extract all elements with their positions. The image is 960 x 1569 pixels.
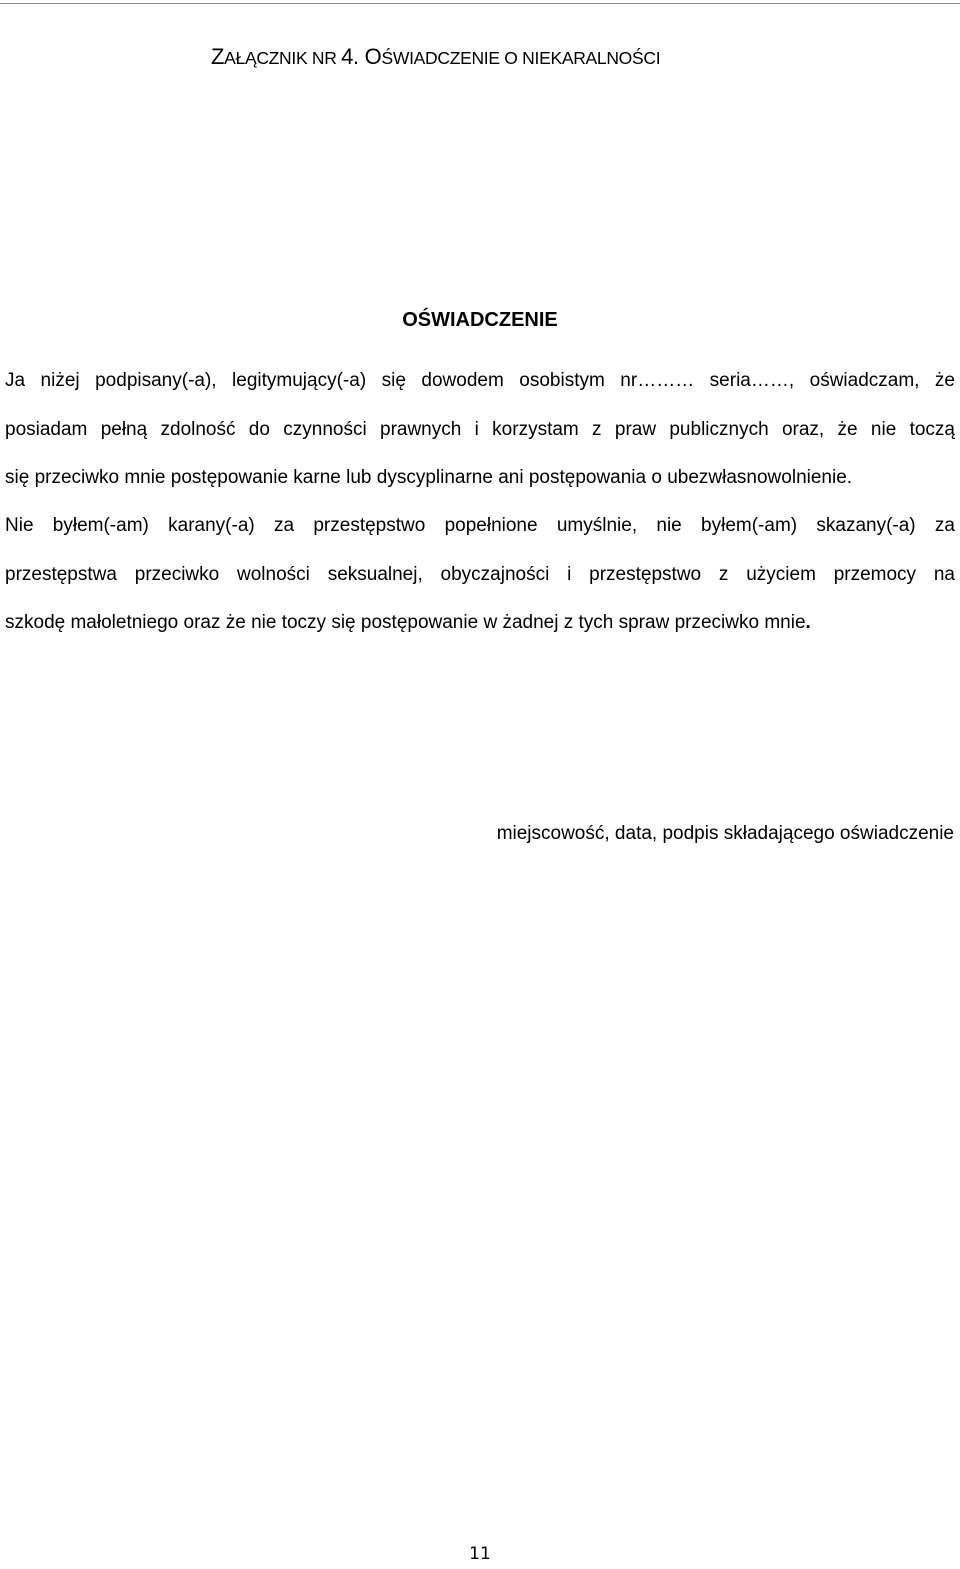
document-heading — [211, 44, 660, 70]
paragraph-line: przestępstwa przeciwko wolności seksualnej, obyczajności i przestępstwo z użyciem przemocy na — [5, 563, 955, 585]
paragraph-line: Ja niżej podpisany(-a), legitymujący(-a) się dowodem osobistym nr……… seria……, oświadczam, że — [5, 370, 955, 391]
paragraph-line: posiadam pełną zdolność do czynności prawnych i korzystam z praw publicznych oraz, że nie toczą — [5, 418, 955, 440]
heading-subject: ŚWIADCZENIE O NIEKARALNOŚCI — [381, 48, 661, 68]
signature-caption: miejscowość, data, podpis składającego oświadczenie — [496, 823, 954, 844]
page-number: 11 — [469, 1544, 491, 1564]
heading-initial: Z — [211, 44, 225, 69]
paragraph-line: szkodę małoletniego oraz że nie toczy się postępowanie w żadnej z tych spraw przeciwko mnie — [5, 612, 806, 633]
heading-annex-label: AŁĄCZNIK NR — [224, 48, 342, 68]
paragraph-no-conviction — [5, 502, 955, 648]
paragraph-identity — [5, 357, 955, 503]
statement-title: OŚWIADCZENIE — [402, 309, 558, 331]
final-period: . — [805, 612, 811, 633]
paragraph-line: Nie byłem(-am) karany(-a) za przestępstwo popełnione umyślnie, nie byłem(-am) skazany(-a) za — [5, 515, 955, 536]
paragraph-line: się przeciwko mnie postępowanie karne lub dyscyplinarne ani postępowania o ubezwłasnowolnienie. — [5, 467, 853, 488]
top-rule — [0, 3, 960, 4]
paragraph-last-line — [5, 599, 955, 648]
heading-number: 4. O — [341, 44, 382, 69]
